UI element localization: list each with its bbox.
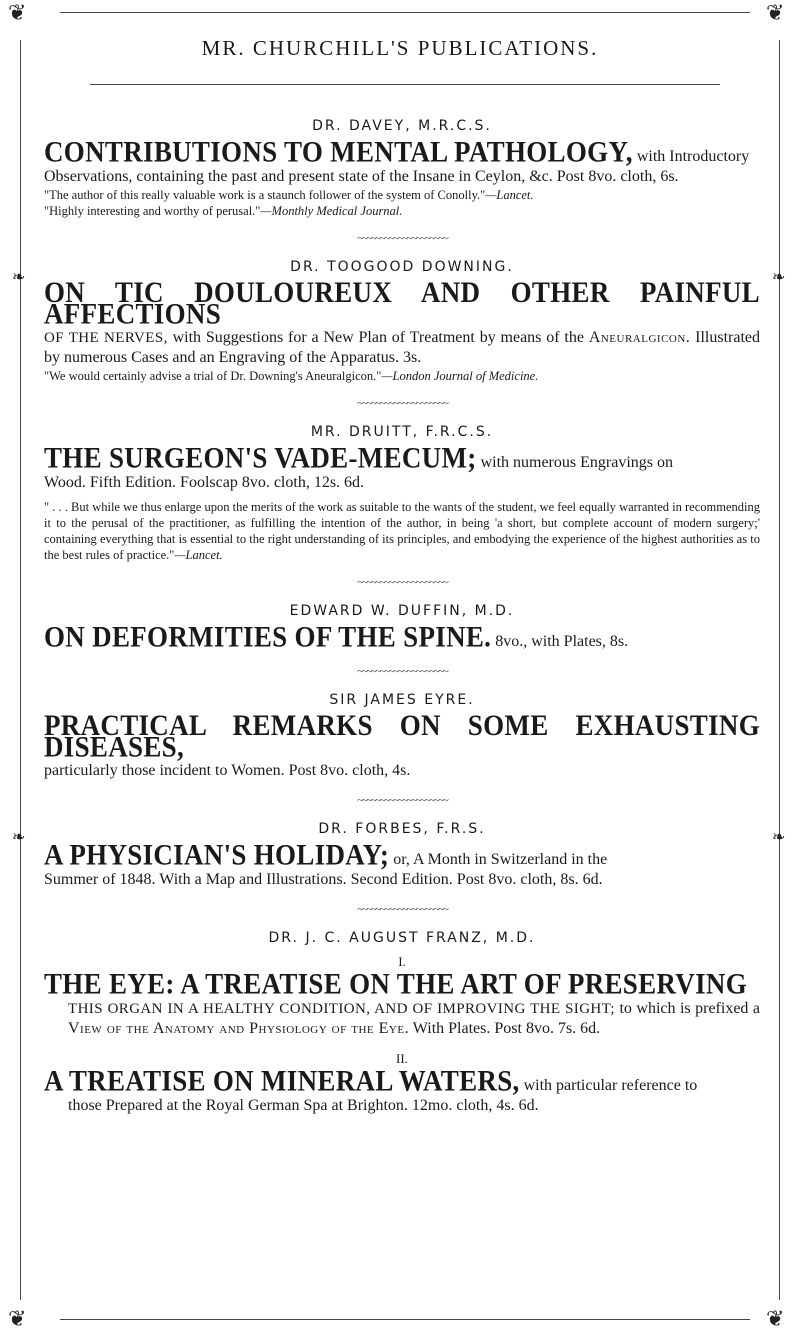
title-rest: with numerous Engravings on (480, 454, 673, 471)
title-main: CONTRIBUTIONS TO MENTAL PATHOLOGY, (44, 135, 633, 169)
page-header: MR. CHURCHILL'S PUBLICATIONS. (201, 36, 599, 60)
right-mid-ornament-icon: ❧ (772, 269, 786, 286)
entry-druitt (44, 424, 760, 563)
quote-text: "Highly interesting and worthy of perusal." (44, 204, 261, 218)
title-main: THE SURGEON'S VADE-MECUM; (44, 441, 477, 475)
right-mid-ornament-icon: ❧ (772, 829, 786, 846)
title-rest: 8vo., with Plates, 8s. (495, 633, 629, 650)
left-mid-ornament-icon: ❧ (12, 269, 26, 286)
top-left-ornament-icon: ❦ (8, 0, 27, 25)
book-description: particularly those incident to Women. Post 8vo. cloth, 4s. (44, 762, 411, 779)
entry-duffin (44, 603, 760, 652)
book-description (44, 999, 760, 1039)
quote-text: "The author of this really valuable work is a staunch follower of the system of Conolly." (44, 188, 486, 202)
description-text: With Plates. Post 8vo. 7s. 6d. (412, 1020, 601, 1037)
author-name: DR. DAVEY, M.R.C.S. (312, 118, 492, 134)
book-description: Wood. Fifth Edition. Foolscap 8vo. cloth, 12s. 6d. (44, 474, 365, 491)
book-description: Summer of 1848. With a Map and Illustrations. Second Edition. Post 8vo. cloth, 8s. 6d. (44, 871, 603, 888)
review-quote (44, 203, 760, 219)
entry-forbes (44, 821, 760, 890)
review-quote (44, 187, 760, 203)
book-title (44, 135, 760, 169)
header-under-rule (90, 84, 720, 85)
quote-source: —Lancet. (485, 188, 534, 202)
separator-squiggle: ~~~~~~~~~~~~~~~~~~~~ (357, 793, 447, 807)
entry-davey (44, 118, 760, 219)
review-quote (44, 368, 760, 384)
author-name: DR. TOOGOOD DOWNING. (290, 259, 514, 275)
review-quote (44, 499, 760, 563)
bottom-border-rule (60, 1319, 750, 1320)
description-text: to which is prefixed a (619, 1000, 761, 1017)
book-description: Observations, containing the past and present state of the Insane in Ceylon, &c. Post 8vo. cloth, 6s. (44, 168, 679, 185)
book-title (44, 441, 760, 475)
left-border-rule (20, 40, 21, 1300)
part-number: II. (396, 1051, 408, 1066)
top-border-rule (60, 12, 750, 13)
title-main: A TREATISE ON MINERAL WATERS, (44, 1064, 520, 1098)
description-text: Illustrated by numerous Cases and an Engraving of the Apparatus. 3s. (44, 329, 761, 366)
quote-source: —Monthly Medical Journal. (260, 204, 403, 218)
part-number: I. (398, 954, 406, 969)
title-main: ON DEFORMITIES OF THE SPINE. (44, 620, 492, 654)
bottom-right-ornament-icon: ❦ (766, 1306, 785, 1331)
entry-eyre (44, 692, 760, 781)
subtitle-caps: THIS ORGAN IN A HEALTHY CONDITION, AND OF IMPROVING THE SIGHT; (68, 1001, 615, 1017)
author-name: DR. J. C. AUGUST FRANZ, M.D. (268, 930, 536, 946)
description-smallcaps: Aneuralgicon. (588, 329, 691, 346)
title-rest: with particular reference to (523, 1077, 698, 1094)
quote-source: —London Journal of Medicine. (381, 369, 539, 383)
subtitle-caps: OF THE NERVES, (44, 330, 168, 346)
title-rest: or, A Month in Switzerland in the (393, 851, 608, 868)
publication-list (44, 118, 760, 1116)
top-right-ornament-icon: ❦ (766, 0, 785, 25)
title-main: ON TIC DOULOUREUX AND OTHER PAINFUL AFFECTIONS (44, 276, 760, 330)
title-main: PRACTICAL REMARKS ON SOME EXHAUSTING DISEASES, (44, 709, 760, 763)
separator-squiggle: ~~~~~~~~~~~~~~~~~~~~ (357, 902, 447, 916)
separator-squiggle: ~~~~~~~~~~~~~~~~~~~~ (357, 575, 447, 589)
left-mid-ornament-icon: ❧ (12, 829, 26, 846)
description-smallcaps: View of the Anatomy and Physiology of the Eye. (68, 1020, 410, 1037)
book-title (44, 1064, 760, 1098)
title-main: THE EYE: A TREATISE ON THE ART OF PRESERVING (44, 967, 747, 1001)
book-description (44, 328, 760, 368)
description-text: with Suggestions for a New Plan of Treatment by means of the (172, 329, 584, 346)
separator-squiggle: ~~~~~~~~~~~~~~~~~~~~ (357, 664, 447, 678)
entry-franz (44, 930, 760, 1116)
title-main: A PHYSICIAN'S HOLIDAY; (44, 838, 390, 872)
title-rest: with Introductory (636, 148, 750, 165)
book-title (44, 620, 760, 654)
book-title (44, 967, 760, 1001)
book-title (44, 838, 760, 872)
author-name: EDWARD W. DUFFIN, M.D. (289, 603, 515, 619)
quote-text: "We would certainly advise a trial of Dr. Downing's Aneuralgicon." (44, 369, 382, 383)
author-name: SIR JAMES EYRE. (329, 692, 475, 708)
right-border-rule (779, 40, 780, 1300)
bottom-left-ornament-icon: ❦ (8, 1306, 27, 1331)
entry-downing (44, 259, 760, 384)
author-name: DR. FORBES, F.R.S. (318, 821, 486, 837)
book-title (44, 276, 760, 330)
author-name: MR. DRUITT, F.R.C.S. (310, 424, 494, 440)
book-description: those Prepared at the Royal German Spa at Brighton. 12mo. cloth, 4s. 6d. (68, 1097, 539, 1114)
separator-squiggle: ~~~~~~~~~~~~~~~~~~~~ (357, 231, 447, 245)
book-title (44, 709, 760, 763)
quote-source: —Lancet. (174, 548, 223, 562)
quote-text: " . . . But while we thus enlarge upon the merits of the work as suitable to the wants of the student, we feel equally warranted in recommending it to the perusal of the practitioner, as fulfilling the intention of the author, in being 'a short, but complete account of modern surgery;' containing everything that is essential to the right understanding of its principles, and embodying the experience of the highest authorities as to the best rules of practice." (44, 500, 760, 562)
separator-squiggle: ~~~~~~~~~~~~~~~~~~~~ (357, 396, 447, 410)
